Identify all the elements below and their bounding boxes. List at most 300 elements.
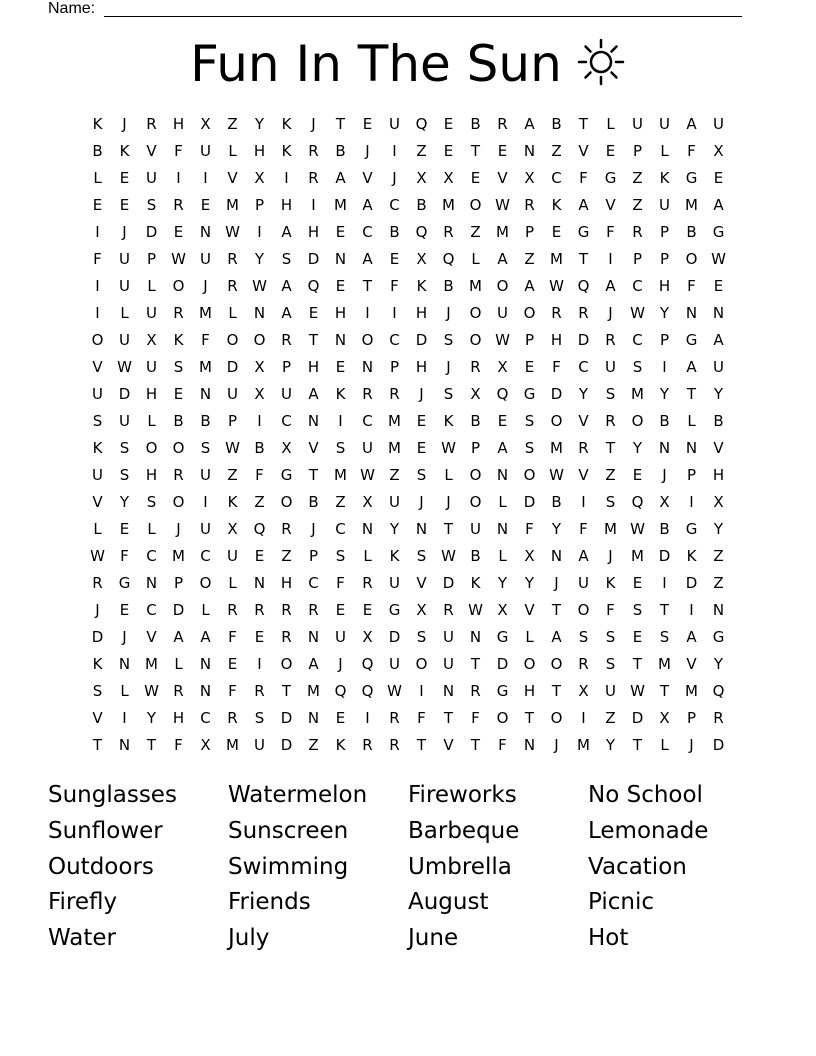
grid-letter[interactable]: N (118, 655, 131, 673)
grid-letter[interactable]: W (144, 682, 159, 700)
grid-letter[interactable]: B (92, 142, 103, 160)
grid-letter[interactable]: H (307, 358, 320, 376)
grid-letter[interactable]: O (145, 439, 158, 457)
grid-letter[interactable]: G (496, 628, 509, 646)
grid-letter[interactable]: S (632, 358, 643, 376)
grid-letter[interactable]: V (362, 169, 373, 187)
grid-letter[interactable]: U (119, 412, 130, 430)
grid-letter[interactable]: R (389, 385, 400, 403)
grid-letter[interactable]: E (335, 709, 346, 727)
grid-letter[interactable]: S (416, 547, 427, 565)
grid-letter[interactable]: M (199, 304, 212, 322)
grid-letter[interactable]: X (416, 169, 427, 187)
grid-letter[interactable]: B (659, 412, 670, 430)
grid-letter[interactable]: O (523, 304, 536, 322)
grid-letter[interactable]: J (311, 115, 316, 133)
grid-letter[interactable]: L (93, 169, 102, 187)
grid-letter[interactable]: U (200, 142, 211, 160)
grid-letter[interactable]: B (443, 277, 454, 295)
grid-letter[interactable]: Z (632, 169, 643, 187)
grid-letter[interactable]: R (443, 601, 454, 619)
grid-letter[interactable]: N (307, 412, 320, 430)
grid-letter[interactable]: X (497, 601, 508, 619)
grid-letter[interactable]: V (92, 358, 103, 376)
grid-letter[interactable]: N (712, 304, 725, 322)
grid-letter[interactable]: F (525, 520, 534, 538)
grid-letter[interactable]: P (524, 331, 535, 349)
grid-letter[interactable]: R (227, 709, 238, 727)
grid-letter[interactable]: C (632, 331, 643, 349)
grid-letter[interactable]: P (254, 196, 265, 214)
grid-letter[interactable]: W (630, 682, 645, 700)
grid-letter[interactable]: Q (577, 277, 590, 295)
grid-letter[interactable]: E (713, 277, 724, 295)
grid-letter[interactable]: B (713, 412, 724, 430)
grid-letter[interactable]: X (146, 331, 157, 349)
grid-letter[interactable]: H (712, 466, 725, 484)
grid-letter[interactable]: A (686, 628, 697, 646)
grid-letter[interactable]: D (442, 574, 455, 592)
grid-letter[interactable]: L (525, 628, 534, 646)
grid-letter[interactable]: U (119, 250, 130, 268)
grid-letter[interactable]: H (658, 277, 671, 295)
grid-letter[interactable]: Y (659, 304, 670, 322)
grid-letter[interactable]: E (551, 223, 562, 241)
grid-letter[interactable]: R (578, 304, 589, 322)
grid-letter[interactable]: X (416, 250, 427, 268)
grid-letter[interactable]: R (173, 466, 184, 484)
grid-letter[interactable]: P (146, 250, 157, 268)
grid-letter[interactable]: S (146, 493, 157, 511)
grid-letter[interactable]: C (335, 520, 346, 538)
grid-letter[interactable]: U (578, 574, 589, 592)
grid-letter[interactable]: L (660, 142, 669, 160)
grid-letter[interactable]: I (257, 655, 262, 673)
grid-letter[interactable]: E (632, 574, 643, 592)
grid-letter[interactable]: V (92, 709, 103, 727)
grid-letter[interactable]: Z (227, 115, 238, 133)
grid-letter[interactable]: P (470, 439, 481, 457)
grid-letter[interactable]: F (606, 601, 615, 619)
grid-letter[interactable]: Y (605, 736, 616, 754)
grid-letter[interactable]: I (257, 412, 262, 430)
grid-letter[interactable]: M (226, 196, 239, 214)
grid-letter[interactable]: Y (713, 655, 724, 673)
grid-letter[interactable]: I (365, 304, 370, 322)
grid-letter[interactable]: T (470, 736, 481, 754)
grid-letter[interactable]: U (200, 520, 211, 538)
grid-letter[interactable]: V (308, 439, 319, 457)
grid-letter[interactable]: T (659, 682, 670, 700)
grid-letter[interactable]: G (685, 520, 698, 538)
grid-letter[interactable]: B (470, 547, 481, 565)
grid-letter[interactable]: R (362, 385, 373, 403)
grid-letter[interactable]: G (712, 628, 725, 646)
grid-letter[interactable]: L (201, 601, 210, 619)
grid-letter[interactable]: D (118, 385, 131, 403)
grid-letter[interactable]: C (146, 601, 157, 619)
grid-letter[interactable]: Z (281, 547, 292, 565)
grid-letter[interactable]: V (443, 736, 454, 754)
grid-letter[interactable]: V (416, 574, 427, 592)
grid-letter[interactable]: S (335, 439, 346, 457)
grid-letter[interactable]: X (254, 385, 265, 403)
grid-letter[interactable]: P (524, 223, 535, 241)
grid-letter[interactable]: L (363, 547, 372, 565)
grid-letter[interactable]: Q (253, 520, 266, 538)
grid-letter[interactable]: Z (632, 196, 643, 214)
grid-letter[interactable]: P (227, 412, 238, 430)
grid-letter[interactable]: K (92, 655, 103, 673)
grid-letter[interactable]: T (335, 115, 346, 133)
grid-letter[interactable]: W (225, 439, 240, 457)
grid-letter[interactable]: J (122, 223, 127, 241)
grid-letter[interactable]: U (200, 466, 211, 484)
grid-letter[interactable]: G (280, 466, 293, 484)
name-underline[interactable] (104, 16, 742, 17)
grid-letter[interactable]: T (524, 709, 535, 727)
grid-letter[interactable]: E (173, 385, 184, 403)
grid-letter[interactable]: J (689, 736, 694, 754)
grid-letter[interactable]: X (713, 142, 724, 160)
grid-letter[interactable]: V (497, 169, 508, 187)
grid-letter[interactable]: Z (470, 223, 481, 241)
grid-letter[interactable]: F (336, 574, 345, 592)
grid-letter[interactable]: L (444, 466, 453, 484)
grid-letter[interactable]: B (308, 493, 319, 511)
grid-letter[interactable]: Y (713, 520, 724, 538)
grid-letter[interactable]: O (280, 493, 293, 511)
grid-letter[interactable]: R (254, 601, 265, 619)
grid-letter[interactable]: N (253, 304, 266, 322)
grid-letter[interactable]: E (632, 466, 643, 484)
grid-letter[interactable]: K (659, 169, 670, 187)
grid-letter[interactable]: B (389, 223, 400, 241)
grid-letter[interactable]: B (173, 412, 184, 430)
grid-letter[interactable]: M (307, 682, 320, 700)
grid-letter[interactable]: C (308, 574, 319, 592)
grid-letter[interactable]: U (335, 628, 346, 646)
grid-letter[interactable]: U (713, 358, 724, 376)
grid-letter[interactable]: R (173, 196, 184, 214)
grid-letter[interactable]: V (92, 493, 103, 511)
grid-letter[interactable]: B (200, 412, 211, 430)
grid-letter[interactable]: P (389, 358, 400, 376)
grid-letter[interactable]: N (685, 439, 698, 457)
grid-letter[interactable]: P (659, 250, 670, 268)
grid-letter[interactable]: E (632, 628, 643, 646)
grid-letter[interactable]: T (308, 466, 319, 484)
grid-letter[interactable]: Y (254, 250, 265, 268)
grid-letter[interactable]: W (90, 547, 105, 565)
grid-letter[interactable]: I (662, 574, 667, 592)
grid-letter[interactable]: H (280, 574, 293, 592)
grid-letter[interactable]: D (712, 736, 725, 754)
grid-letter[interactable]: A (200, 628, 211, 646)
grid-letter[interactable]: Z (254, 493, 265, 511)
grid-letter[interactable]: E (308, 304, 319, 322)
grid-letter[interactable]: S (92, 412, 103, 430)
grid-letter[interactable]: R (713, 709, 724, 727)
grid-letter[interactable]: W (171, 250, 186, 268)
grid-letter[interactable]: J (365, 142, 370, 160)
grid-letter[interactable]: S (524, 439, 535, 457)
grid-letter[interactable]: R (470, 358, 481, 376)
grid-letter[interactable]: U (389, 655, 400, 673)
grid-letter[interactable]: U (497, 304, 508, 322)
grid-letter[interactable]: S (335, 547, 346, 565)
grid-letter[interactable]: A (686, 358, 697, 376)
grid-letter[interactable]: O (199, 574, 212, 592)
grid-letter[interactable]: S (524, 412, 535, 430)
grid-letter[interactable]: F (93, 250, 102, 268)
grid-letter[interactable]: P (173, 574, 184, 592)
grid-letter[interactable]: J (419, 385, 424, 403)
grid-letter[interactable]: N (334, 250, 347, 268)
grid-letter[interactable]: R (227, 250, 238, 268)
grid-letter[interactable]: I (608, 250, 613, 268)
grid-letter[interactable]: F (120, 547, 129, 565)
grid-letter[interactable]: N (199, 655, 212, 673)
grid-letter[interactable]: X (227, 520, 238, 538)
grid-letter[interactable]: L (147, 520, 156, 538)
grid-letter[interactable]: M (496, 223, 509, 241)
grid-letter[interactable]: U (443, 655, 454, 673)
grid-letter[interactable]: N (199, 223, 212, 241)
grid-letter[interactable]: R (281, 628, 292, 646)
grid-letter[interactable]: H (253, 142, 266, 160)
grid-letter[interactable]: O (550, 709, 563, 727)
grid-letter[interactable]: R (254, 682, 265, 700)
grid-letter[interactable]: K (227, 493, 238, 511)
grid-letter[interactable]: U (362, 439, 373, 457)
grid-letter[interactable]: O (469, 493, 482, 511)
grid-letter[interactable]: J (446, 493, 451, 511)
grid-letter[interactable]: M (685, 682, 698, 700)
grid-letter[interactable]: V (686, 655, 697, 673)
grid-letter[interactable]: I (581, 493, 586, 511)
grid-letter[interactable]: T (308, 331, 319, 349)
grid-letter[interactable]: B (551, 493, 562, 511)
grid-letter[interactable]: Y (254, 115, 265, 133)
grid-letter[interactable]: M (172, 547, 185, 565)
grid-letter[interactable]: N (496, 520, 509, 538)
grid-letter[interactable]: R (578, 655, 589, 673)
grid-letter[interactable]: L (228, 574, 237, 592)
grid-letter[interactable]: L (147, 277, 156, 295)
grid-letter[interactable]: K (281, 115, 292, 133)
grid-letter[interactable]: E (524, 358, 535, 376)
grid-letter[interactable]: J (95, 601, 100, 619)
grid-letter[interactable]: D (226, 358, 239, 376)
grid-letter[interactable]: O (361, 331, 374, 349)
grid-letter[interactable]: Y (146, 709, 157, 727)
grid-letter[interactable]: N (253, 574, 266, 592)
grid-letter[interactable]: E (173, 223, 184, 241)
grid-letter[interactable]: Y (659, 385, 670, 403)
grid-letter[interactable]: R (281, 601, 292, 619)
grid-letter[interactable]: T (443, 520, 454, 538)
grid-letter[interactable]: L (606, 115, 615, 133)
grid-letter[interactable]: E (443, 142, 454, 160)
grid-letter[interactable]: E (443, 115, 454, 133)
grid-letter[interactable]: Y (497, 574, 508, 592)
grid-letter[interactable]: X (362, 493, 373, 511)
grid-letter[interactable]: P (308, 547, 319, 565)
grid-letter[interactable]: I (419, 682, 424, 700)
grid-letter[interactable]: C (146, 547, 157, 565)
grid-letter[interactable]: F (228, 682, 237, 700)
grid-letter[interactable]: P (686, 466, 697, 484)
grid-letter[interactable]: P (632, 142, 643, 160)
grid-letter[interactable]: U (227, 547, 238, 565)
grid-letter[interactable]: O (91, 331, 104, 349)
grid-letter[interactable]: C (200, 547, 211, 565)
grid-letter[interactable]: F (228, 628, 237, 646)
grid-letter[interactable]: A (362, 250, 373, 268)
grid-letter[interactable]: K (389, 547, 400, 565)
grid-letter[interactable]: R (281, 331, 292, 349)
grid-letter[interactable]: W (360, 466, 375, 484)
grid-letter[interactable]: O (523, 655, 536, 673)
grid-letter[interactable]: Q (712, 682, 725, 700)
grid-letter[interactable]: J (554, 574, 559, 592)
grid-letter[interactable]: Q (307, 277, 320, 295)
grid-letter[interactable]: I (122, 709, 127, 727)
grid-letter[interactable]: U (713, 115, 724, 133)
grid-letter[interactable]: A (713, 196, 724, 214)
grid-letter[interactable]: R (227, 277, 238, 295)
grid-letter[interactable]: N (199, 385, 212, 403)
grid-letter[interactable]: J (419, 493, 424, 511)
grid-letter[interactable]: M (631, 547, 644, 565)
grid-letter[interactable]: S (605, 385, 616, 403)
grid-letter[interactable]: D (91, 628, 104, 646)
grid-letter[interactable]: I (392, 304, 397, 322)
grid-letter[interactable]: R (92, 574, 103, 592)
grid-letter[interactable]: M (145, 655, 158, 673)
grid-letter[interactable]: I (311, 196, 316, 214)
grid-letter[interactable]: I (689, 601, 694, 619)
grid-letter[interactable]: N (658, 439, 671, 457)
grid-letter[interactable]: O (415, 655, 428, 673)
grid-letter[interactable]: E (497, 142, 508, 160)
grid-letter[interactable]: T (281, 682, 292, 700)
grid-letter[interactable]: G (712, 223, 725, 241)
grid-letter[interactable]: Z (524, 250, 535, 268)
grid-letter[interactable]: J (176, 520, 181, 538)
grid-letter[interactable]: D (496, 655, 509, 673)
grid-letter[interactable]: N (550, 547, 563, 565)
grid-letter[interactable]: H (550, 331, 563, 349)
grid-letter[interactable]: Z (605, 466, 616, 484)
grid-letter[interactable]: F (687, 277, 696, 295)
grid-letter[interactable]: Y (119, 493, 130, 511)
grid-letter[interactable]: Q (415, 223, 428, 241)
grid-letter[interactable]: U (470, 520, 481, 538)
grid-letter[interactable]: E (254, 628, 265, 646)
grid-letter[interactable]: M (388, 412, 401, 430)
grid-letter[interactable]: D (388, 628, 401, 646)
grid-letter[interactable]: T (551, 601, 562, 619)
grid-letter[interactable]: O (469, 196, 482, 214)
grid-letter[interactable]: A (497, 439, 508, 457)
grid-letter[interactable]: D (307, 250, 320, 268)
grid-letter[interactable]: D (658, 547, 671, 565)
grid-letter[interactable]: F (174, 736, 183, 754)
grid-letter[interactable]: J (608, 304, 613, 322)
grid-letter[interactable]: X (443, 169, 454, 187)
grid-letter[interactable]: Z (227, 466, 238, 484)
grid-letter[interactable]: J (608, 547, 613, 565)
grid-letter[interactable]: G (685, 169, 698, 187)
grid-letter[interactable]: U (92, 385, 103, 403)
grid-letter[interactable]: W (468, 601, 483, 619)
grid-letter[interactable]: A (173, 628, 184, 646)
grid-letter[interactable]: X (254, 169, 265, 187)
grid-letter[interactable]: U (389, 115, 400, 133)
grid-letter[interactable]: X (713, 493, 724, 511)
grid-letter[interactable]: Z (389, 466, 400, 484)
grid-letter[interactable]: H (415, 358, 428, 376)
grid-letter[interactable]: K (335, 736, 346, 754)
grid-letter[interactable]: W (495, 331, 510, 349)
grid-letter[interactable]: U (605, 682, 616, 700)
grid-letter[interactable]: E (335, 601, 346, 619)
grid-letter[interactable]: M (631, 385, 644, 403)
grid-letter[interactable]: U (146, 169, 157, 187)
grid-letter[interactable]: T (578, 250, 589, 268)
grid-letter[interactable]: S (605, 628, 616, 646)
grid-letter[interactable]: Z (308, 736, 319, 754)
grid-letter[interactable]: K (605, 574, 616, 592)
grid-letter[interactable]: E (416, 439, 427, 457)
grid-letter[interactable]: J (338, 655, 343, 673)
grid-letter[interactable]: D (685, 574, 698, 592)
grid-letter[interactable]: K (119, 142, 130, 160)
grid-letter[interactable]: C (281, 412, 292, 430)
grid-letter[interactable]: W (549, 277, 564, 295)
grid-letter[interactable]: E (92, 196, 103, 214)
grid-letter[interactable]: U (281, 385, 292, 403)
grid-letter[interactable]: D (631, 709, 644, 727)
grid-letter[interactable]: R (173, 304, 184, 322)
grid-letter[interactable]: D (577, 331, 590, 349)
grid-letter[interactable]: Q (415, 115, 428, 133)
grid-letter[interactable]: R (308, 601, 319, 619)
grid-letter[interactable]: W (225, 223, 240, 241)
grid-letter[interactable]: M (604, 520, 617, 538)
grid-letter[interactable]: L (660, 736, 669, 754)
grid-letter[interactable]: R (362, 736, 373, 754)
grid-letter[interactable]: G (388, 601, 401, 619)
grid-letter[interactable]: A (551, 628, 562, 646)
grid-letter[interactable]: H (415, 304, 428, 322)
grid-letter[interactable]: U (443, 628, 454, 646)
grid-letter[interactable]: A (362, 196, 373, 214)
grid-letter[interactable]: K (335, 385, 346, 403)
grid-letter[interactable]: H (145, 466, 158, 484)
grid-letter[interactable]: K (173, 331, 184, 349)
grid-letter[interactable]: U (254, 736, 265, 754)
grid-letter[interactable]: A (497, 250, 508, 268)
grid-letter[interactable]: U (119, 331, 130, 349)
grid-letter[interactable]: Q (334, 682, 347, 700)
grid-letter[interactable]: W (549, 466, 564, 484)
grid-letter[interactable]: E (713, 169, 724, 187)
grid-letter[interactable]: I (689, 493, 694, 511)
grid-letter[interactable]: E (119, 520, 130, 538)
